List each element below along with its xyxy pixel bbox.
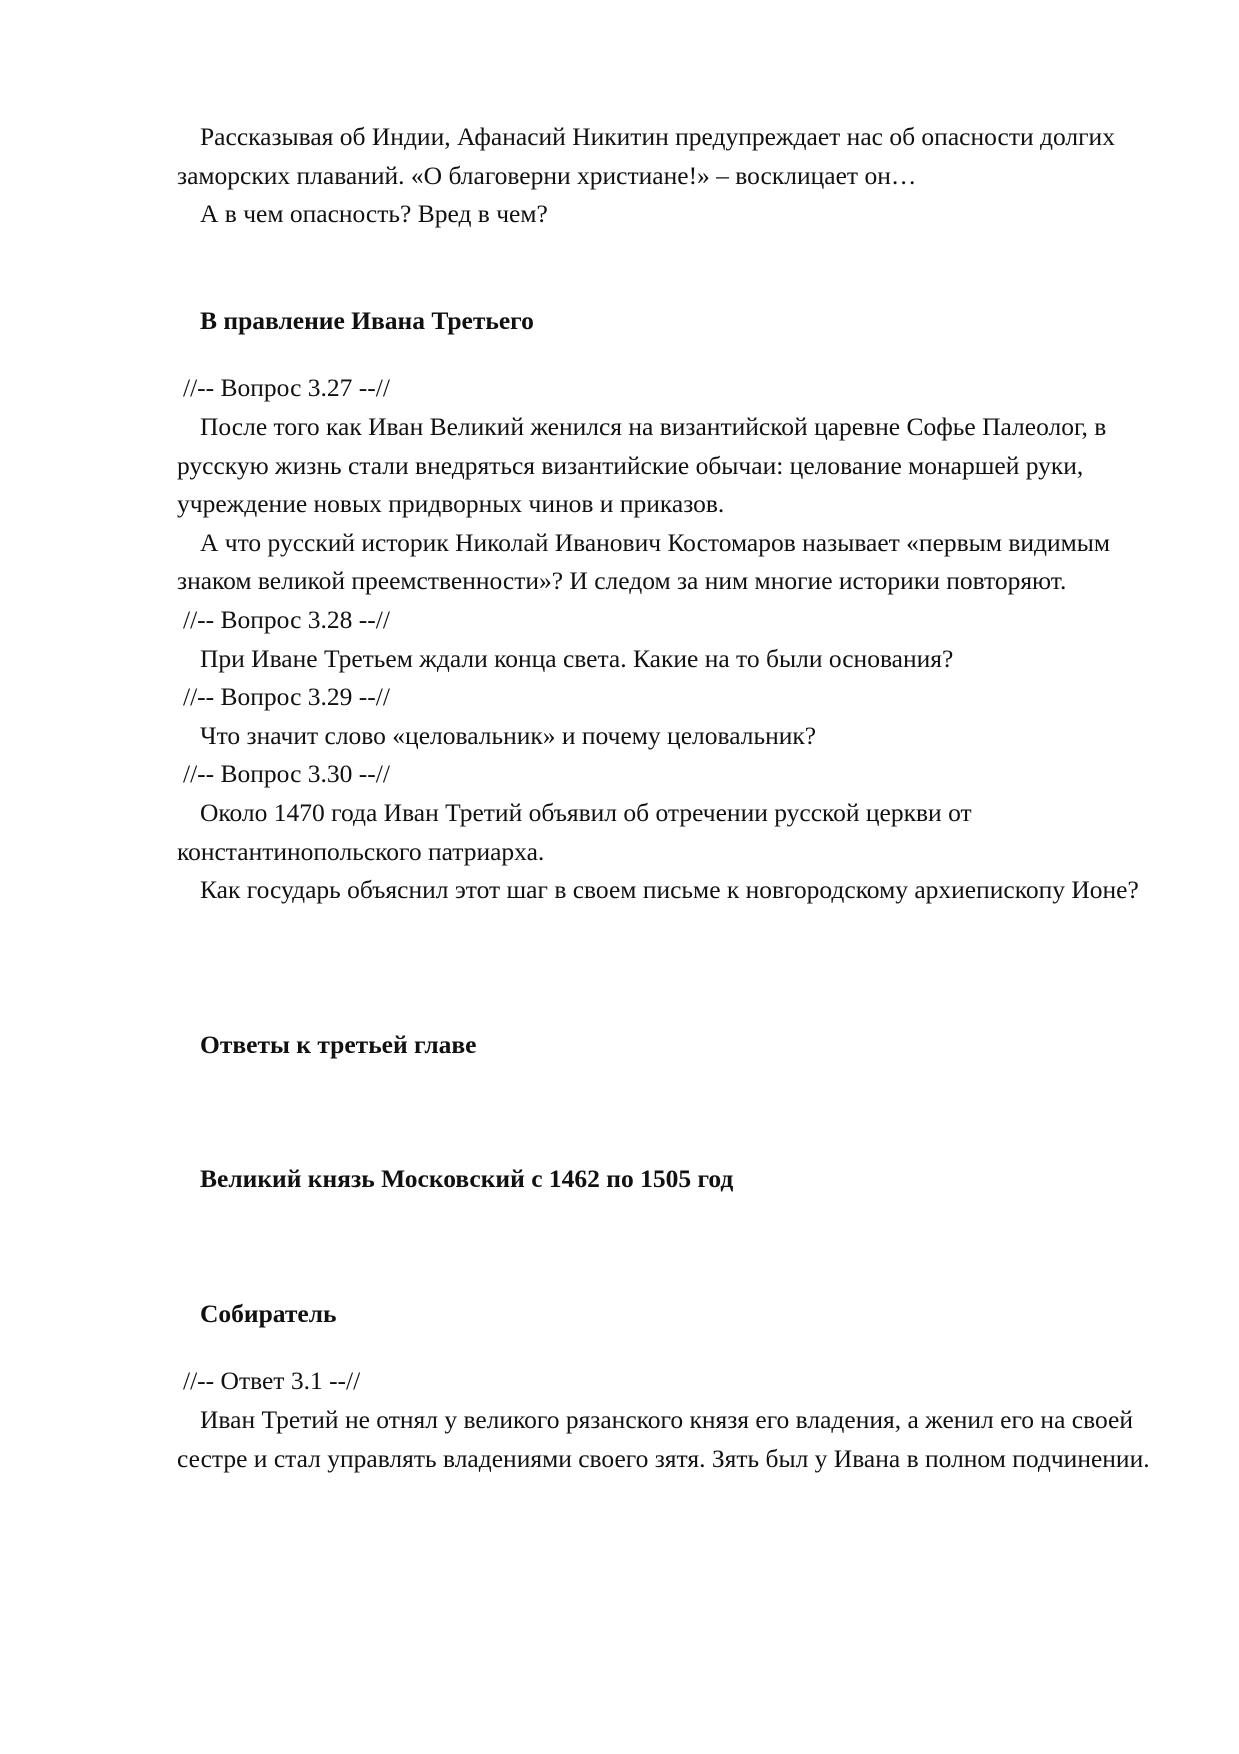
section-heading: Великий князь Московский с 1462 по 1505 год bbox=[200, 1164, 734, 1194]
paragraph: А что русский историк Николай Иванович Костомаров называет «первым видимым знаком великой преемственности»? И следом за ним многие историки повторяют. bbox=[177, 527, 1111, 596]
question-marker: //-- Вопрос 3.28 --// bbox=[183, 604, 390, 634]
paragraph: Что значит слово «целовальник» и почему целовальник? bbox=[200, 720, 817, 750]
paragraph: А в чем опасность? Вред в чем? bbox=[200, 199, 548, 229]
answer-marker: //-- Ответ 3.1 --// bbox=[183, 1366, 361, 1396]
paragraph: После того как Иван Великий женился на византийской царевне Софье Палеолог, в русскую жизнь стали внедряться византийские обычаи: целование монаршей руки, учреждение новых придворных чинов и приказов. bbox=[177, 411, 1107, 519]
paragraph: Около 1470 года Иван Третий объявил об отречении русской церкви от константинопольского патриарха. bbox=[177, 797, 972, 866]
question-marker: //-- Вопрос 3.27 --// bbox=[183, 373, 390, 403]
spacer bbox=[177, 1199, 1157, 1295]
spacer bbox=[177, 910, 1157, 1026]
chapter-heading: Ответы к третьей главе bbox=[200, 1029, 477, 1059]
paragraph: Как государь объяснил этот шаг в своем письме к новгородскому архиепископу Ионе? bbox=[200, 875, 1139, 905]
subsection-heading: Собиратель bbox=[200, 1298, 337, 1328]
spacer bbox=[177, 340, 1157, 369]
document-page bbox=[177, 118, 1157, 1478]
spacer bbox=[177, 1064, 1157, 1160]
paragraph: Рассказывая об Индии, Афанасий Никитин предупреждает нас об опасности долгих заморских плаваний. «О благоверни христиане!» – восклицает он… bbox=[177, 122, 1115, 190]
spacer bbox=[177, 1333, 1157, 1362]
section-heading: В правление Ивана Третьего bbox=[200, 305, 534, 335]
paragraph: Иван Третий не отнял у великого рязанского князя его владения, а женил его на своей сестре и стал управлять владениями своего зятя. Зять был у Ивана в полном подчинении. bbox=[177, 1405, 1150, 1473]
question-marker: //-- Вопрос 3.30 --// bbox=[183, 759, 390, 789]
question-marker: //-- Вопрос 3.29 --// bbox=[183, 682, 390, 712]
spacer bbox=[177, 234, 1157, 302]
paragraph: При Иване Третьем ждали конца света. Какие на то были основания? bbox=[200, 643, 954, 673]
